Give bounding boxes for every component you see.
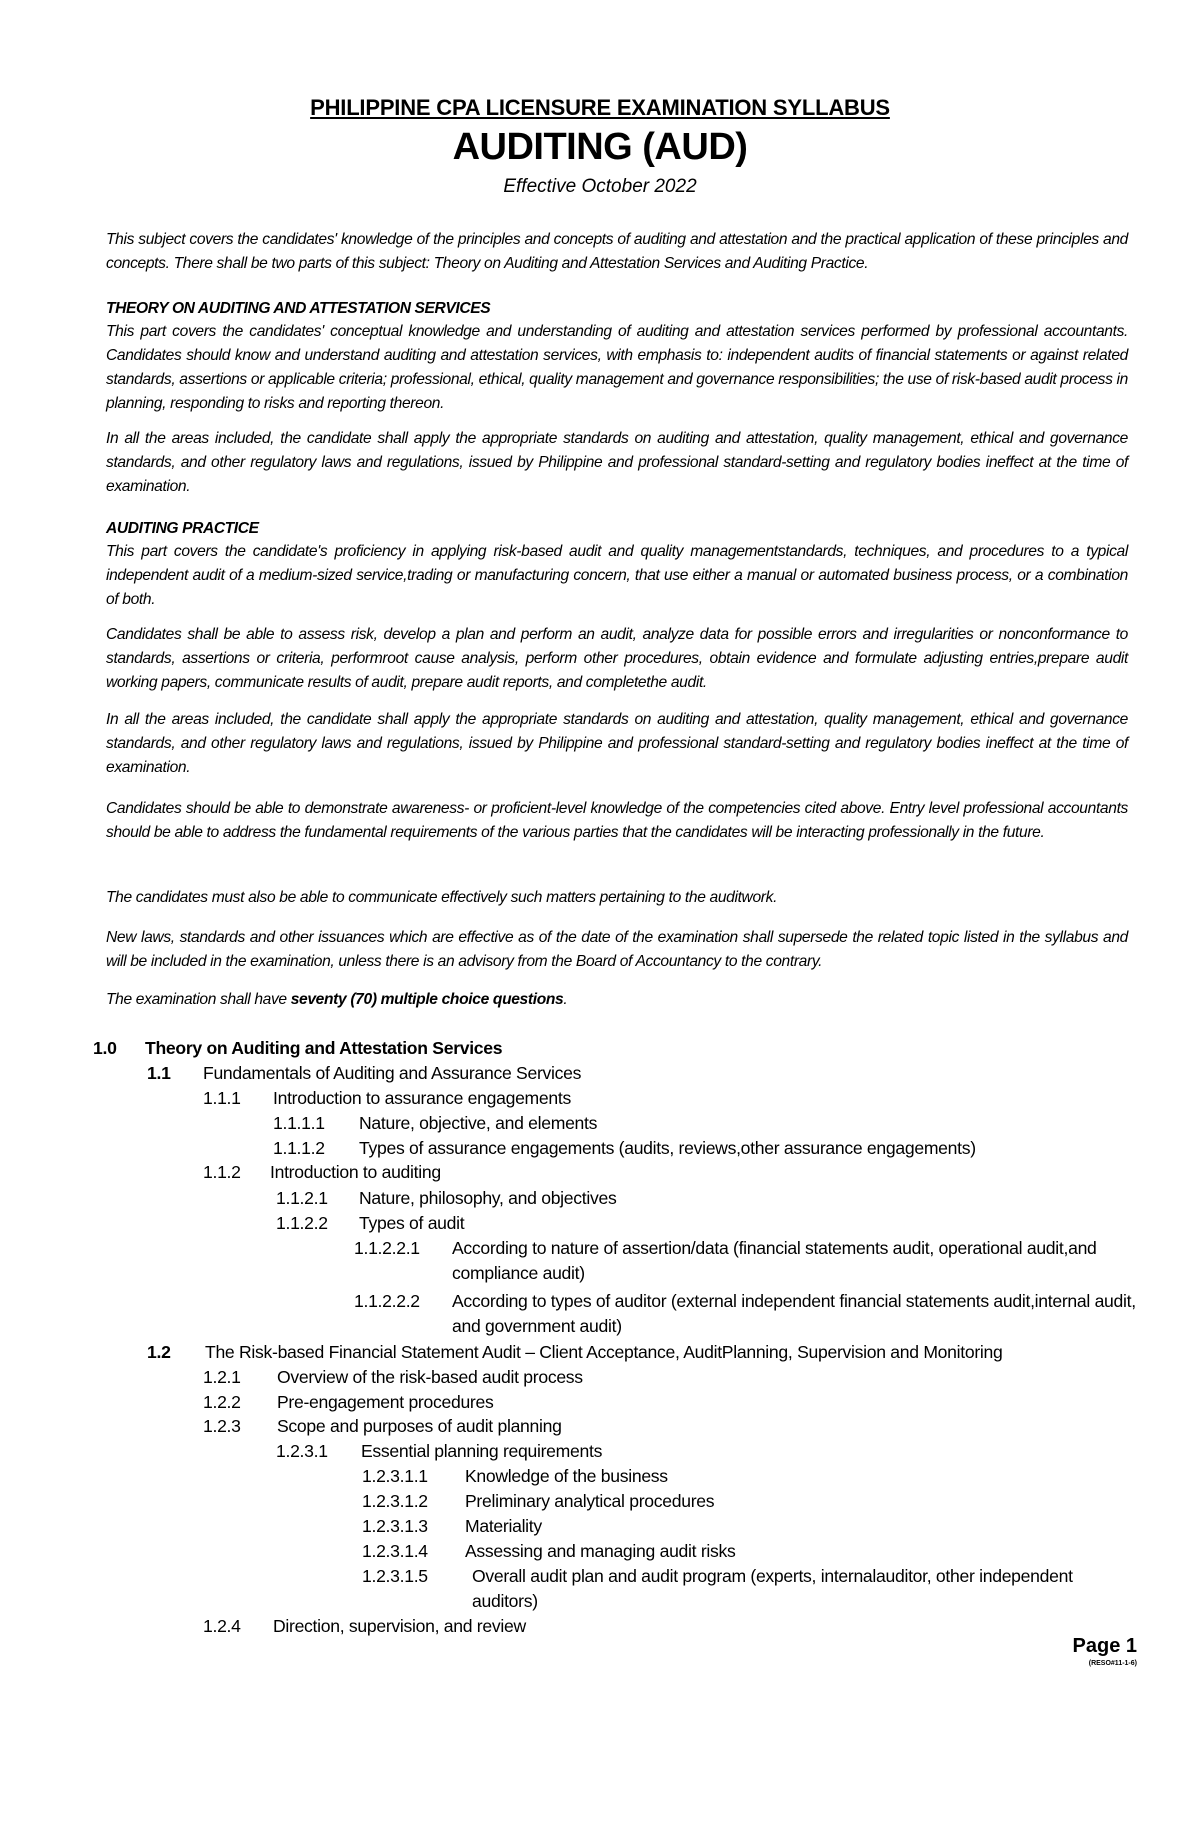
- outline-text: Assessing and managing audit risks: [465, 1541, 736, 1561]
- outline-number: 1.2.3.1.3: [362, 1516, 428, 1536]
- outline-number: 1.1.2.2: [276, 1213, 328, 1233]
- practice-paragraph-1: This part covers the candidate's proficiency in applying risk-based audit and quality managementstandards, techniques, and procedures to a typical independent audit of a medium-sized service,trading or manufacturing concern, that use either a manual or automated business process, or a combination of both.: [106, 543, 1128, 608]
- document-code: (RESO#11-1-6): [1088, 1660, 1137, 1667]
- outline-number: 1.2.3.1.4: [362, 1541, 428, 1561]
- exam-note-emphasis: seventy (70) multiple choice questions: [290, 991, 564, 1008]
- exam-questions-note: [106, 988, 1128, 1012]
- outline-text: Fundamentals of Auditing and Assurance Services: [203, 1063, 582, 1083]
- exam-note-suffix: .: [563, 991, 568, 1008]
- outline-number: 1.1: [147, 1063, 171, 1083]
- outline-text: Scope and purposes of audit planning: [277, 1416, 562, 1436]
- outline-number: 1.2.3: [203, 1416, 241, 1436]
- outline-number: 1.1.1.2: [273, 1138, 325, 1158]
- outline-number: 1.1.1.1: [273, 1113, 325, 1133]
- outline-number: 1.2.3.1: [276, 1441, 328, 1461]
- outline-number: 1.1.2.2.1: [354, 1238, 420, 1258]
- outline-number: 1.2: [147, 1342, 171, 1362]
- theory-paragraph-2: In all the areas included, the candidate shall apply the appropriate standards on auditing and attestation, quality management, ethical and governance standards, and other regulatory laws and regulations, issued by Philippine and professional standard-setting and regulatory bodies ineffect at the time of examination.: [106, 430, 1128, 495]
- outline-text: Materiality: [465, 1516, 542, 1536]
- exam-note-prefix: The examination shall have: [106, 991, 291, 1008]
- outline-text: Knowledge of the business: [465, 1466, 668, 1486]
- outline-number: 1.2.3.1.5: [362, 1566, 428, 1586]
- syllabus-title: PHILIPPINE CPA LICENSURE EXAMINATION SYLLABUS: [310, 95, 890, 120]
- theory-paragraph-1: This part covers the candidates' conceptual knowledge and understanding of auditing and attestation services performed by professional accountants. Candidates should know and understand auditing and attestation services, with emphasis to: independent audits of financial statements or against related standards, assertions or applicable criteria; professional, ethical, quality management and governance responsibilities; the use of risk-based audit process in planning, responding to risks and reporting thereon.: [106, 323, 1128, 412]
- outline-number: 1.2.1: [203, 1367, 241, 1387]
- outline-text: Direction, supervision, and review: [273, 1616, 526, 1636]
- theory-heading: THEORY ON AUDITING AND ATTESTATION SERVICES: [106, 300, 491, 317]
- outline-number: 1.2.2: [203, 1392, 241, 1412]
- outline-text: The Risk-based Financial Statement Audit – Client Acceptance, AuditPlanning, Supervision and Monitoring: [205, 1342, 1003, 1362]
- outline-number: 1.1.2.2.2: [354, 1291, 420, 1311]
- outline-text: Essential planning requirements: [361, 1441, 603, 1461]
- practice-paragraph-6: New laws, standards and other issuances which are effective as of the date of the examination shall supersede the related topic listed in the syllabus and will be included in the examination, unless there is an advisory from the Board of Accountancy to the contrary.: [106, 929, 1128, 970]
- outline-text: Preliminary analytical procedures: [465, 1491, 715, 1511]
- outline-number: 1.2.3.1.2: [362, 1491, 428, 1511]
- practice-paragraph-2: Candidates shall be able to assess risk, develop a plan and perform an audit, analyze data for possible errors and irregularities or nonconformance to standards, assertions or criteria, performroot cause analysis, perform other procedures, obtain evidence and formulate adjusting entries,prepare audit working papers, communicate results of audit, prepare audit reports, and completethe audit.: [106, 626, 1128, 691]
- outline-number: 1.2.3.1.1: [362, 1466, 428, 1486]
- outline-number: 1.1.1: [203, 1088, 241, 1108]
- effective-date: Effective October 2022: [503, 176, 697, 197]
- outline-text: Introduction to assurance engagements: [273, 1088, 571, 1108]
- outline-text: Types of audit: [359, 1213, 465, 1233]
- outline-text: According to types of auditor (external independent financial statements audit,internal audit, and government audit): [452, 1291, 1136, 1336]
- practice-paragraph-5: The candidates must also be able to communicate effectively such matters pertaining to the auditwork.: [106, 889, 778, 906]
- outline-text: Overview of the risk-based audit process: [277, 1367, 583, 1387]
- outline-number: 1.0: [93, 1038, 117, 1058]
- outline-number: 1.1.2.1: [276, 1188, 328, 1208]
- intro-paragraph: This subject covers the candidates' knowledge of the principles and concepts of auditing and attestation and the practical application of these principles and concepts. There shall be two parts of this subject: Theory on Auditing and Attestation Services and Auditing Practice.: [106, 231, 1128, 272]
- outline-number: 1.2.4: [203, 1616, 241, 1636]
- practice-paragraph-4: Candidates should be able to demonstrate awareness- or proficient-level knowledge of the competencies cited above. Entry level professional accountants should be able to address the fundamental requirements of the various parties that the candidates will be interacting professionally in the future.: [106, 800, 1128, 841]
- outline-text: Overall audit plan and audit program (experts, internalauditor, other independent auditors): [472, 1566, 1073, 1611]
- outline-number: 1.1.2: [203, 1162, 241, 1182]
- outline-text: Theory on Auditing and Attestation Services: [145, 1038, 503, 1058]
- page-number: Page 1: [1072, 1635, 1137, 1657]
- outline-text: According to nature of assertion/data (financial statements audit, operational audit,and compliance audit): [452, 1238, 1097, 1283]
- subject-title: AUDITING (AUD): [452, 126, 748, 168]
- practice-paragraph-3: In all the areas included, the candidate shall apply the appropriate standards on auditing and attestation, quality management, ethical and governance standards, and other regulatory laws and regulations, issued by Philippine and professional standard-setting and regulatory bodies ineffect at the time of examination.: [106, 711, 1128, 776]
- outline-text: Pre-engagement procedures: [277, 1392, 494, 1412]
- outline-text: Nature, philosophy, and objectives: [359, 1188, 617, 1208]
- practice-heading: AUDITING PRACTICE: [106, 520, 259, 537]
- outline-text: Introduction to auditing: [270, 1162, 441, 1182]
- outline-text: Nature, objective, and elements: [359, 1113, 598, 1133]
- outline-text: Types of assurance engagements (audits, reviews,other assurance engagements): [359, 1138, 976, 1158]
